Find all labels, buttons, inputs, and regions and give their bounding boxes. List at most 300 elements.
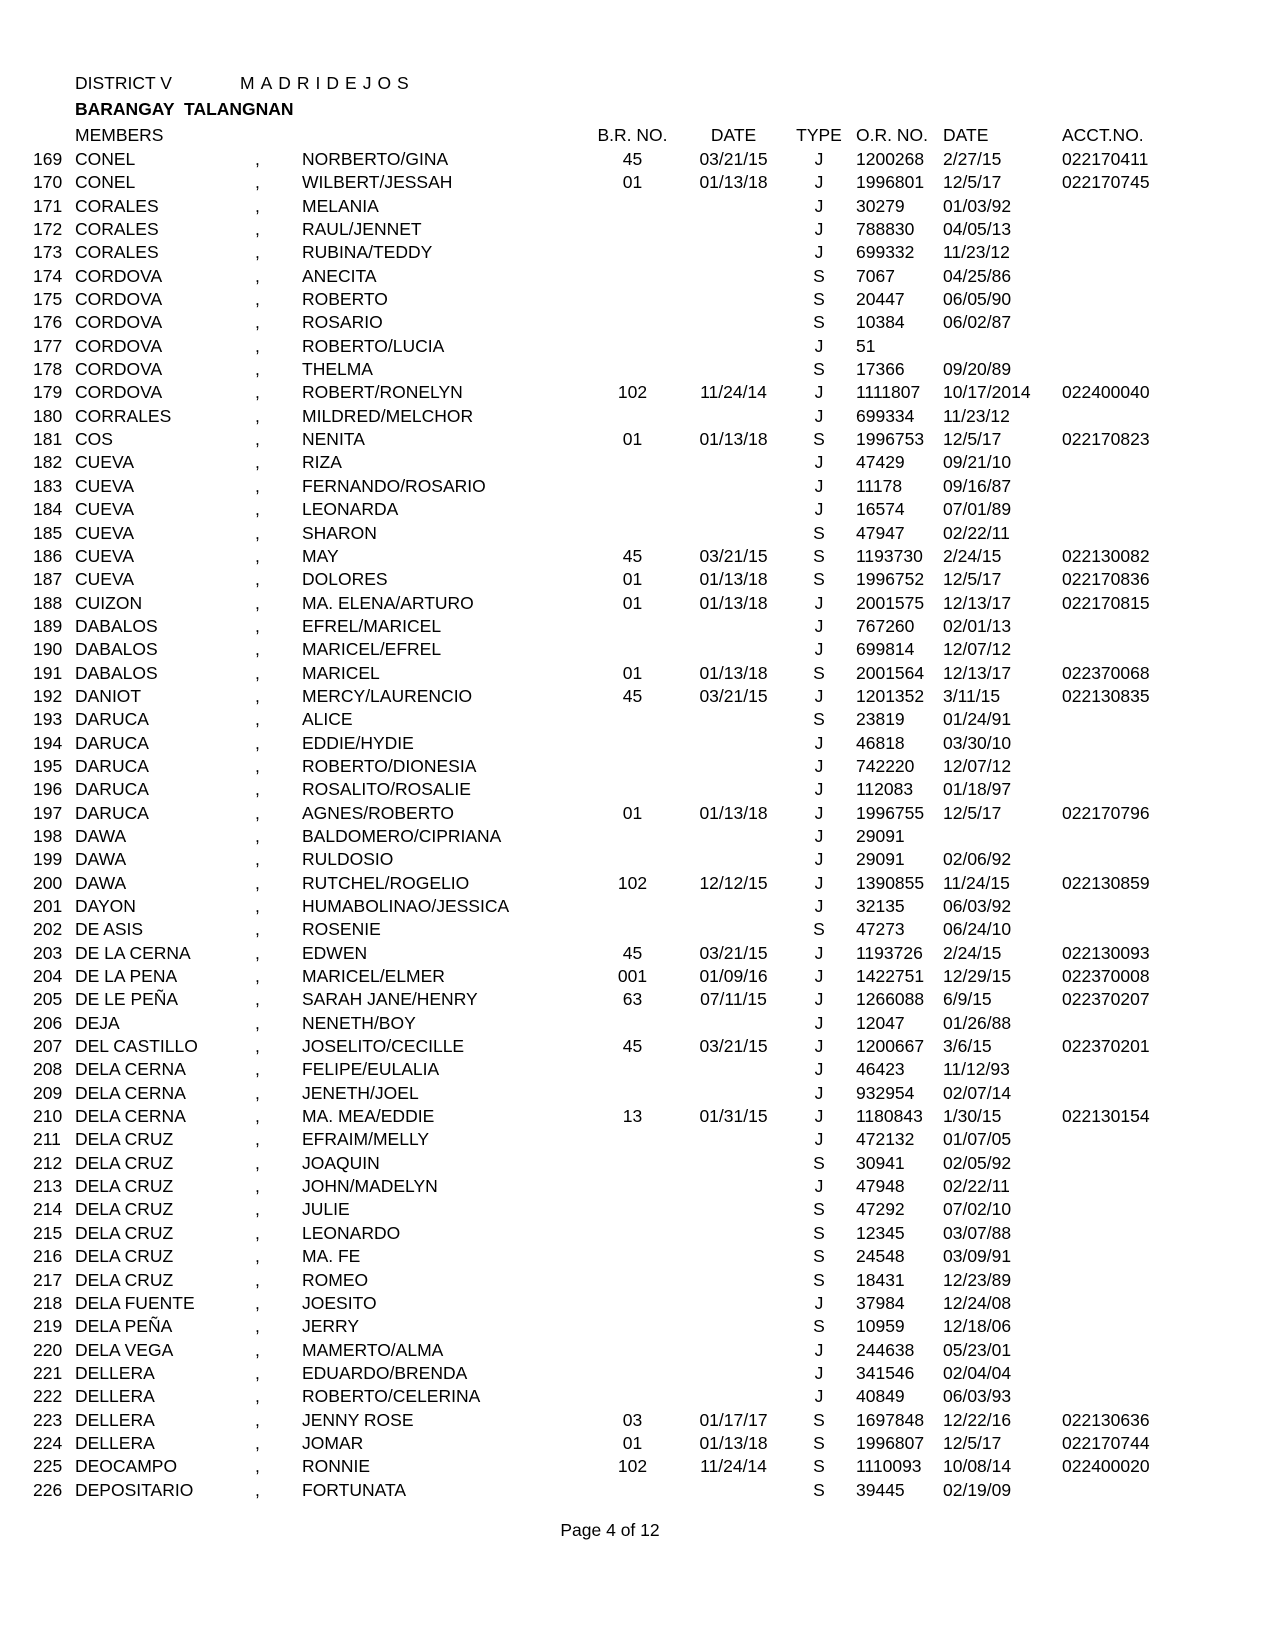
member-given-names: HUMABOLINAO/JESSICA (302, 896, 510, 916)
member-acct-no (1062, 195, 1245, 218)
member-row (30, 825, 1245, 848)
member-row (30, 381, 1245, 404)
member-type: J (814, 1036, 824, 1057)
member-given-names: LEONARDA (302, 499, 399, 520)
member-br-date: 01/13/18 (699, 802, 768, 823)
member-given-names: MARICEL/EFREL (302, 639, 442, 660)
member-or-date: 02/05/92 (943, 1152, 1012, 1173)
member-or-no: 1390855 (856, 872, 925, 893)
member-row (30, 1128, 1245, 1151)
member-or-no: 1180843 (856, 1106, 923, 1127)
member-given-names: LEONARDO (302, 1222, 401, 1243)
member-no: 177 (33, 335, 63, 356)
name-separator: , (255, 149, 260, 169)
member-given-names: JOAQUIN (302, 1152, 380, 1173)
member-type: S (813, 289, 825, 310)
member-or-no: 1266088 (856, 989, 925, 1010)
member-surname: DELA CRUZ (75, 1246, 174, 1267)
member-row (30, 545, 1245, 568)
member-or-no: 1996752 (856, 569, 925, 590)
member-or-no: 1996807 (856, 1432, 925, 1453)
member-row (30, 498, 1245, 521)
member-given-names: JENNY ROSE (302, 1409, 414, 1430)
member-acct-no (1062, 1315, 1245, 1338)
member-br-date (685, 1292, 782, 1315)
member-br-no (580, 358, 685, 381)
member-given-names: THELMA (302, 359, 373, 380)
member-row (30, 638, 1245, 661)
member-acct-no (1062, 1128, 1245, 1151)
member-type: J (814, 149, 824, 169)
member-acct-no (1062, 288, 1245, 311)
member-no: 173 (33, 242, 63, 263)
member-or-no: 767260 (856, 615, 915, 636)
member-br-date (685, 638, 782, 661)
member-br-no: 01 (622, 569, 643, 590)
name-separator: , (255, 1082, 260, 1103)
member-br-no: 102 (617, 382, 648, 403)
name-separator: , (255, 1316, 260, 1337)
member-br-date (685, 498, 782, 521)
member-row (30, 1315, 1245, 1338)
name-separator: , (255, 1199, 260, 1220)
member-type: S (813, 522, 825, 543)
member-no: 223 (33, 1409, 63, 1430)
member-or-no: 10959 (856, 1316, 905, 1337)
name-separator: , (255, 896, 260, 916)
member-no: 178 (33, 359, 63, 380)
member-row (30, 1058, 1245, 1081)
member-type: J (814, 825, 824, 846)
district-line (30, 70, 1245, 96)
name-separator: , (255, 1432, 260, 1453)
name-separator: , (255, 592, 260, 613)
member-or-date (943, 335, 1062, 358)
member-row (30, 358, 1245, 381)
name-separator: , (255, 942, 260, 963)
member-or-date: 12/13/17 (943, 592, 1012, 613)
member-surname: DARUCA (75, 732, 149, 753)
spacer (30, 122, 75, 148)
member-or-no: 47273 (856, 919, 905, 940)
member-type: S (813, 312, 825, 333)
member-acct-no (1062, 311, 1245, 334)
member-br-date (685, 825, 782, 848)
member-or-date: 02/07/14 (943, 1082, 1012, 1103)
member-given-names: DOLORES (302, 569, 388, 590)
column-header-type: TYPE (796, 125, 842, 145)
member-br-no (580, 755, 685, 778)
member-or-no: 341546 (856, 1362, 915, 1383)
name-separator: , (255, 172, 260, 193)
member-br-date (685, 1222, 782, 1245)
member-row (30, 1012, 1245, 1035)
member-or-no: 12047 (856, 1012, 905, 1033)
member-br-no (580, 1269, 685, 1292)
member-surname: CORDOVA (75, 312, 163, 333)
member-br-no (580, 1222, 685, 1245)
member-row (30, 918, 1245, 941)
member-row (30, 1432, 1245, 1455)
name-separator: , (255, 662, 260, 683)
member-or-no: 1110093 (856, 1456, 922, 1477)
member-acct-no (1062, 1082, 1245, 1105)
member-type: S (813, 1222, 825, 1243)
member-row (30, 1385, 1245, 1408)
member-br-no (580, 825, 685, 848)
member-given-names: ROSENIE (302, 919, 381, 940)
member-or-date: 01/03/92 (943, 195, 1012, 216)
member-row (30, 265, 1245, 288)
member-given-names: SARAH JANE/HENRY (302, 989, 478, 1010)
name-separator: , (255, 265, 260, 286)
member-type: J (814, 219, 824, 240)
member-surname: CUEVA (75, 475, 134, 496)
member-br-date: 03/21/15 (699, 942, 768, 963)
municipality-name: MADRIDEJOS (240, 73, 415, 93)
member-row (30, 848, 1245, 871)
member-no: 219 (33, 1316, 63, 1337)
member-or-date: 01/26/88 (943, 1012, 1012, 1033)
member-br-date: 01/17/17 (699, 1409, 768, 1430)
member-or-no: 472132 (856, 1129, 915, 1150)
member-or-no: 20447 (856, 289, 905, 310)
member-acct-no (1062, 1339, 1245, 1362)
member-or-date: 2/24/15 (943, 545, 1002, 566)
member-surname: CUEVA (75, 499, 134, 520)
member-acct-no (1062, 1245, 1245, 1268)
member-acct-no (1062, 218, 1245, 241)
member-br-date: 01/13/18 (699, 662, 768, 683)
member-br-date (685, 241, 782, 264)
member-or-date: 12/5/17 (943, 802, 1002, 823)
member-acct-no (1062, 755, 1245, 778)
member-or-no: 47948 (856, 1176, 905, 1197)
member-given-names: ROBERTO/LUCIA (302, 335, 445, 356)
member-br-no: 01 (622, 172, 643, 193)
member-type: J (814, 615, 824, 636)
member-row (30, 732, 1245, 755)
member-surname: DEL CASTILLO (75, 1036, 198, 1057)
member-acct-no (1062, 241, 1245, 264)
member-surname: DAYON (75, 896, 136, 916)
member-or-date: 11/23/12 (943, 242, 1010, 263)
member-given-names: RULDOSIO (302, 849, 394, 870)
member-or-date: 04/05/13 (943, 219, 1012, 240)
member-br-date (685, 895, 782, 918)
name-separator: , (255, 312, 260, 333)
name-separator: , (255, 1339, 260, 1360)
member-type: S (813, 1409, 825, 1430)
member-given-names: ROBERTO/DIONESIA (302, 755, 477, 776)
member-or-date: 02/06/92 (943, 849, 1012, 870)
member-type: S (813, 1199, 825, 1220)
member-surname: DELA FUENTE (75, 1292, 195, 1313)
member-given-names: ROBERTO (302, 289, 388, 310)
member-br-no (580, 1479, 685, 1502)
name-separator: , (255, 382, 260, 403)
member-row (30, 1245, 1245, 1268)
member-or-date: 12/24/08 (943, 1292, 1012, 1313)
name-separator: , (255, 359, 260, 380)
name-separator: , (255, 872, 260, 893)
member-or-no: 32135 (856, 896, 905, 916)
member-type: S (813, 1316, 825, 1337)
member-surname: DARUCA (75, 755, 149, 776)
member-row (30, 1292, 1245, 1315)
member-br-date: 01/13/18 (699, 592, 768, 613)
member-given-names: JOSELITO/CECILLE (302, 1036, 465, 1057)
member-no: 220 (33, 1339, 63, 1360)
member-no: 183 (33, 475, 63, 496)
name-separator: , (255, 195, 260, 216)
member-surname: DE LA CERNA (75, 942, 191, 963)
member-no: 174 (33, 265, 63, 286)
member-no: 216 (33, 1246, 63, 1267)
member-or-date: 06/02/87 (943, 312, 1012, 333)
member-or-date: 06/05/90 (943, 289, 1012, 310)
member-acct-no: 022370068 (1062, 662, 1150, 683)
name-separator: , (255, 615, 260, 636)
name-separator: , (255, 802, 260, 823)
name-separator: , (255, 569, 260, 590)
member-or-date (943, 825, 1062, 848)
member-no: 193 (33, 709, 63, 730)
member-given-names: FERNANDO/ROSARIO (302, 475, 486, 496)
member-acct-no (1062, 1479, 1245, 1502)
name-separator: , (255, 1362, 260, 1383)
member-given-names: SHARON (302, 522, 377, 543)
member-surname: DELA CRUZ (75, 1269, 174, 1290)
member-given-names: RAUL/JENNET (302, 219, 422, 240)
member-acct-no (1062, 405, 1245, 428)
member-given-names: EFRAIM/MELLY (302, 1129, 430, 1150)
member-type: J (814, 966, 824, 987)
member-br-date (685, 1479, 782, 1502)
member-type: S (813, 429, 825, 450)
member-or-no: 47292 (856, 1199, 905, 1220)
member-type: J (814, 592, 824, 613)
member-type: J (814, 685, 824, 706)
member-acct-no (1062, 522, 1245, 545)
member-type: J (814, 779, 824, 800)
member-type: J (814, 1129, 824, 1150)
member-or-no: 1996755 (856, 802, 925, 823)
member-type: S (813, 545, 825, 566)
member-given-names: MILDRED/MELCHOR (302, 405, 474, 426)
name-separator: , (255, 289, 260, 310)
member-or-date: 09/21/10 (943, 452, 1012, 473)
name-separator: , (255, 755, 260, 776)
member-acct-no (1062, 708, 1245, 731)
member-or-no: 16574 (856, 499, 905, 520)
member-or-no: 1201352 (856, 685, 925, 706)
member-acct-no: 022170836 (1062, 569, 1150, 590)
member-type: S (813, 1456, 825, 1477)
member-or-no: 51 (856, 335, 876, 356)
member-no: 187 (33, 569, 63, 590)
member-no: 176 (33, 312, 63, 333)
member-no: 212 (33, 1152, 63, 1173)
member-br-no (580, 195, 685, 218)
member-row (30, 662, 1245, 685)
member-br-date: 03/21/15 (699, 685, 768, 706)
member-br-date (685, 1362, 782, 1385)
member-row (30, 171, 1245, 194)
member-br-no (580, 638, 685, 661)
members-table-body (30, 148, 1245, 1502)
member-br-no: 13 (622, 1106, 643, 1127)
member-row (30, 522, 1245, 545)
member-or-no: 788830 (856, 219, 915, 240)
member-acct-no: 022130093 (1062, 942, 1150, 963)
name-separator: , (255, 1012, 260, 1033)
member-given-names: FELIPE/EULALIA (302, 1059, 440, 1080)
member-row (30, 778, 1245, 801)
member-no: 171 (33, 195, 63, 216)
member-or-no: 932954 (856, 1082, 915, 1103)
member-no: 172 (33, 219, 63, 240)
member-br-no (580, 218, 685, 241)
member-surname: CORDOVA (75, 289, 163, 310)
member-type: J (814, 639, 824, 660)
member-br-no: 01 (622, 1432, 643, 1453)
member-type: J (814, 1059, 824, 1080)
member-br-date (685, 451, 782, 474)
member-row (30, 965, 1245, 988)
member-surname: DABALOS (75, 615, 158, 636)
member-acct-no (1062, 335, 1245, 358)
member-given-names: JOHN/MADELYN (302, 1176, 438, 1197)
member-given-names: WILBERT/JESSAH (302, 172, 453, 193)
member-or-no: 112083 (856, 779, 914, 800)
member-surname: DEOCAMPO (75, 1456, 178, 1477)
member-acct-no: 022400040 (1062, 382, 1150, 403)
member-type: S (813, 265, 825, 286)
member-type: J (814, 1012, 824, 1033)
member-no: 226 (33, 1479, 63, 1500)
member-br-no (580, 1012, 685, 1035)
name-separator: , (255, 429, 260, 450)
member-given-names: ALICE (302, 709, 353, 730)
member-type: S (813, 1432, 825, 1453)
member-acct-no (1062, 615, 1245, 638)
member-surname: DAWA (75, 825, 127, 846)
member-or-no: 699334 (856, 405, 915, 426)
member-br-no (580, 1082, 685, 1105)
member-br-date: 01/13/18 (699, 1432, 768, 1453)
member-type: J (814, 1082, 824, 1103)
member-br-no (580, 615, 685, 638)
member-br-no (580, 1292, 685, 1315)
member-or-no: 24548 (856, 1246, 905, 1267)
member-or-date: 09/16/87 (943, 475, 1012, 496)
member-br-no (580, 1362, 685, 1385)
member-acct-no: 022170411 (1062, 149, 1149, 169)
member-or-no: 742220 (856, 755, 915, 776)
name-separator: , (255, 1246, 260, 1267)
member-acct-no: 022170815 (1062, 592, 1150, 613)
member-br-date (685, 918, 782, 941)
member-surname: DABALOS (75, 662, 158, 683)
member-or-date: 12/07/12 (943, 755, 1012, 776)
name-separator: , (255, 1409, 260, 1430)
member-surname: DE LA PENA (75, 966, 178, 987)
member-or-date: 12/5/17 (943, 569, 1002, 590)
member-given-names: ANECITA (302, 265, 377, 286)
member-br-date (685, 1385, 782, 1408)
member-br-no: 03 (622, 1409, 643, 1430)
member-or-date: 12/5/17 (943, 1432, 1002, 1453)
member-no: 207 (33, 1036, 63, 1057)
column-header-or-no: O.R. NO. (856, 125, 928, 145)
member-row (30, 405, 1245, 428)
name-separator: , (255, 1292, 260, 1313)
member-no: 186 (33, 545, 63, 566)
name-separator: , (255, 1036, 260, 1057)
member-acct-no (1062, 1175, 1245, 1198)
member-br-no (580, 848, 685, 871)
member-or-date: 03/09/91 (943, 1246, 1012, 1267)
member-given-names: MAY (302, 545, 339, 566)
member-br-date (685, 405, 782, 428)
name-separator: , (255, 452, 260, 473)
member-or-no: 1193726 (856, 942, 923, 963)
member-row (30, 708, 1245, 731)
member-or-no: 1200667 (856, 1036, 925, 1057)
member-br-no: 01 (622, 662, 643, 683)
column-header-or-date: DATE (943, 125, 989, 145)
name-separator: , (255, 709, 260, 730)
member-row (30, 592, 1245, 615)
member-row (30, 802, 1245, 825)
member-br-no (580, 498, 685, 521)
name-separator: , (255, 1456, 260, 1477)
member-no: 196 (33, 779, 63, 800)
member-surname: CUIZON (75, 592, 143, 613)
member-br-date: 03/21/15 (699, 545, 768, 566)
member-surname: DAWA (75, 872, 127, 893)
member-br-date (685, 1128, 782, 1151)
member-br-date (685, 1245, 782, 1268)
member-surname: DELA PEÑA (75, 1316, 173, 1337)
member-br-date (685, 778, 782, 801)
member-or-no: 39445 (856, 1479, 905, 1500)
member-or-date: 02/04/04 (943, 1362, 1012, 1383)
member-surname: CORDOVA (75, 265, 163, 286)
member-surname: DELA CERNA (75, 1106, 186, 1127)
member-or-no: 17366 (856, 359, 905, 380)
member-no: 188 (33, 592, 63, 613)
member-row (30, 1152, 1245, 1175)
member-surname: DELLERA (75, 1386, 155, 1407)
member-surname: DELA VEGA (75, 1339, 174, 1360)
member-given-names: EDWEN (302, 942, 368, 963)
member-row (30, 1339, 1245, 1362)
member-no: 224 (33, 1432, 63, 1453)
member-no: 194 (33, 732, 63, 753)
member-acct-no (1062, 1385, 1245, 1408)
member-surname: DARUCA (75, 779, 149, 800)
member-type: S (813, 1152, 825, 1173)
member-br-no (580, 1385, 685, 1408)
name-separator: , (255, 545, 260, 566)
member-or-no: 10384 (856, 312, 905, 333)
member-or-date: 06/24/10 (943, 919, 1012, 940)
member-no: 184 (33, 499, 63, 520)
member-br-date (685, 1315, 782, 1338)
member-row (30, 1269, 1245, 1292)
